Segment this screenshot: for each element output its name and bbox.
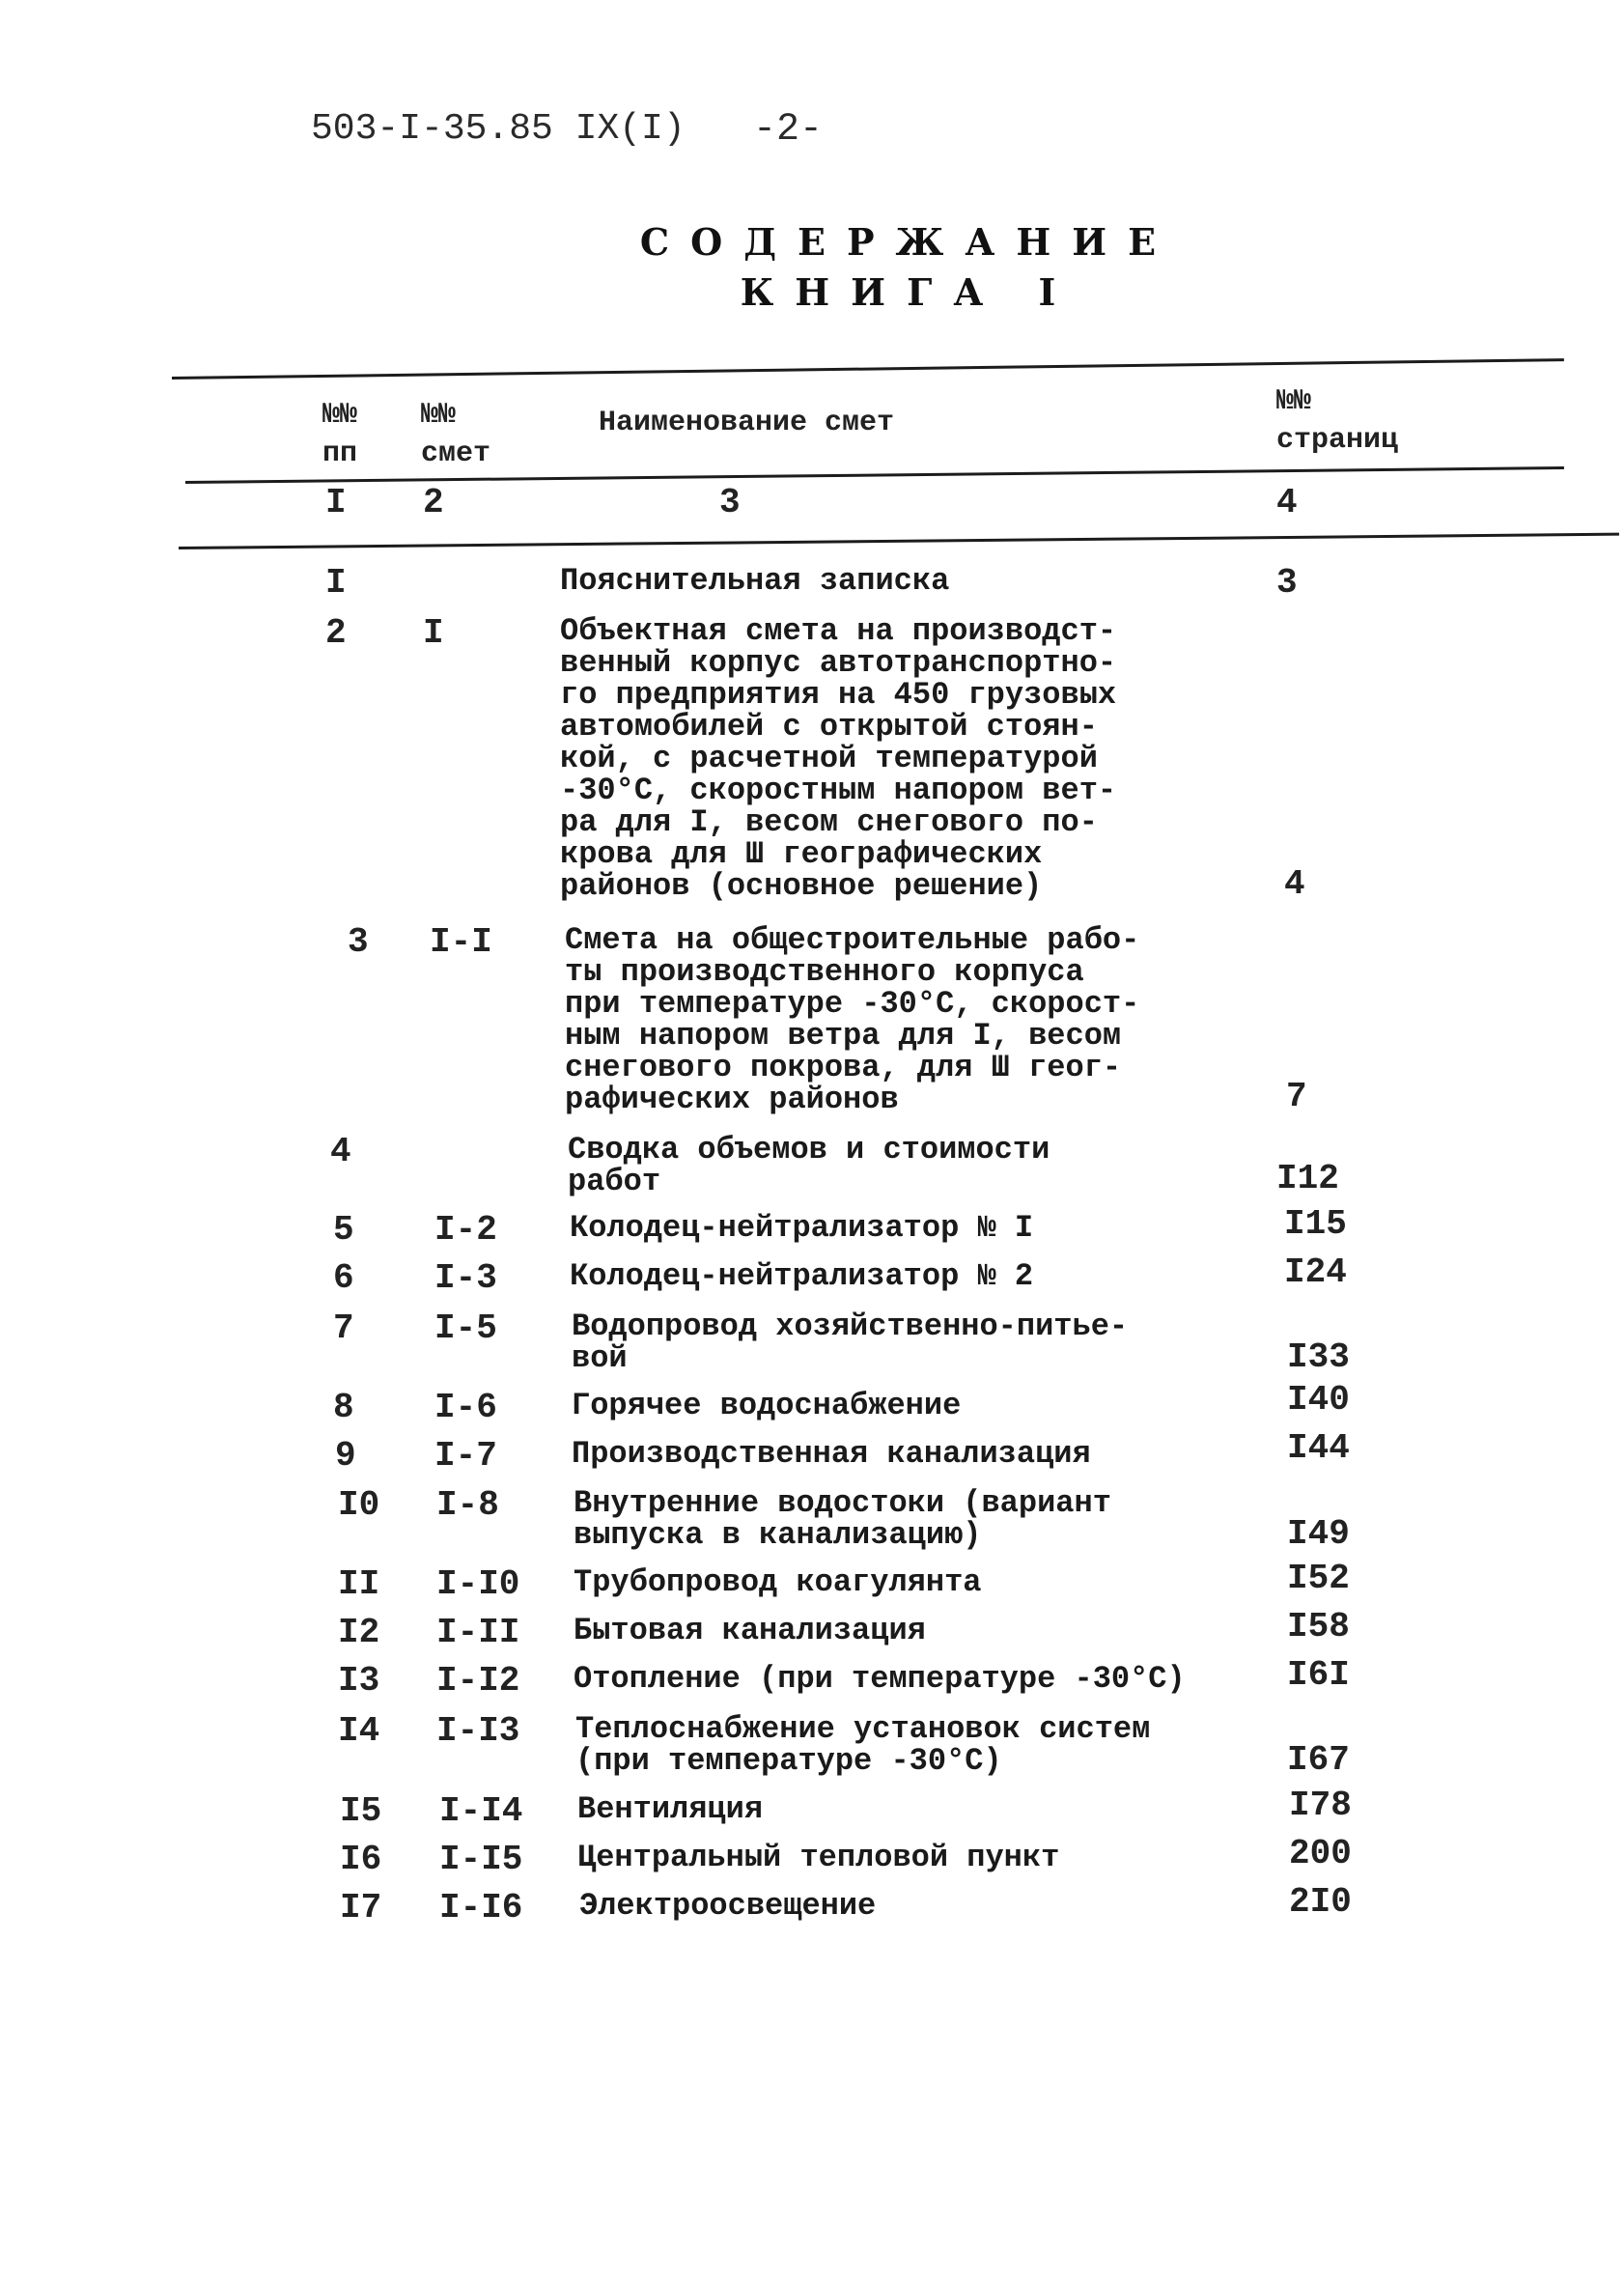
estimate-name: Колодец-нейтрализатор № I (570, 1210, 1034, 1246)
page-reference: I67 (1287, 1740, 1350, 1780)
page-reference: I6I (1287, 1655, 1350, 1695)
column-header-pages: №№ страниц (1276, 385, 1399, 457)
estimate-number: I-6 (434, 1388, 497, 1427)
item-number: 6 (333, 1258, 354, 1298)
estimate-number: I-II (436, 1613, 520, 1652)
item-number: I (325, 563, 347, 603)
estimate-number: I-7 (434, 1436, 497, 1476)
item-number: I7 (340, 1888, 382, 1927)
item-number: I3 (338, 1661, 380, 1701)
column-number: I (325, 483, 347, 522)
estimate-name: Пояснительная записка (560, 563, 950, 599)
column-number: 3 (719, 483, 741, 522)
estimate-name: Горячее водоснабжение (572, 1388, 962, 1423)
estimate-number: I (423, 613, 444, 653)
column-header-item-no: №№ пп (322, 399, 358, 470)
item-number: 8 (333, 1388, 354, 1427)
item-number: I2 (338, 1613, 380, 1652)
table-top-rule (172, 358, 1564, 380)
item-number: 4 (330, 1132, 351, 1171)
estimate-name: Центральный тепловой пункт (577, 1840, 1060, 1875)
estimate-name: Отопление (при температуре -30°C) (574, 1661, 1186, 1697)
item-number: I4 (338, 1711, 380, 1751)
page-reference: I33 (1287, 1337, 1350, 1377)
estimate-name: Колодец-нейтрализатор № 2 (570, 1258, 1034, 1294)
item-number: 5 (333, 1210, 354, 1250)
estimate-name: Водопровод хозяйственно-питье- вой (572, 1308, 1129, 1376)
estimate-number: I-I (430, 922, 492, 962)
book-subtitle: КНИГА I (740, 270, 1078, 314)
estimate-number: I-5 (434, 1308, 497, 1348)
item-number: 3 (348, 922, 369, 962)
page-reference: 3 (1276, 563, 1298, 603)
page-reference: 2I0 (1289, 1882, 1352, 1922)
estimate-name: Электроосвещение (579, 1888, 877, 1924)
page-reference: I40 (1287, 1380, 1350, 1420)
page-reference: I49 (1287, 1514, 1350, 1554)
item-number: 9 (335, 1436, 356, 1476)
page-reference: 200 (1289, 1834, 1352, 1873)
page-reference: I44 (1287, 1428, 1350, 1468)
estimate-number: I-I5 (439, 1840, 523, 1879)
column-header-name: Наименование смет (599, 407, 895, 439)
page-reference: I12 (1276, 1159, 1339, 1198)
estimate-number: I-I6 (439, 1888, 523, 1927)
estimate-name: Теплоснабжение установок систем (при температуре -30°C) (575, 1711, 1151, 1779)
estimate-number: I-I3 (436, 1711, 520, 1751)
column-numbers-rule (179, 533, 1619, 549)
page-number: -2- (753, 108, 824, 152)
estimate-name: Смета на общестроительные рабо- ты производственного корпуса при температуре -30°C, скорост- ным напором ветра для I, весом снегового покрова, для Ш геог- рафических районов (565, 922, 1140, 1117)
column-header-estimate-no: №№ смет (421, 399, 491, 470)
estimate-number: I-I0 (436, 1564, 520, 1604)
page-reference: I24 (1284, 1252, 1347, 1292)
column-number: 4 (1276, 483, 1298, 522)
page-reference: I58 (1287, 1607, 1350, 1646)
item-number: I0 (338, 1485, 380, 1525)
item-number: I6 (340, 1840, 382, 1879)
page-reference: I52 (1287, 1559, 1350, 1598)
estimate-name: Сводка объемов и стоимости работ (568, 1132, 1050, 1199)
estimate-name: Объектная смета на производст- венный корпус автотранспортно- го предприятия на 450 грузовых автомобилей с открытой стоян- кой, с расчетной температурой -30°C, скоростным напором вет- ра для I, весом снегового по- крова для Ш географических районов (основное решение) (560, 613, 1117, 904)
estimate-name: Производственная канализация (572, 1436, 1091, 1472)
column-number: 2 (423, 483, 444, 522)
page-reference: I15 (1284, 1204, 1347, 1244)
estimate-number: I-2 (434, 1210, 497, 1250)
header-bottom-rule (185, 466, 1564, 484)
item-number: 7 (333, 1308, 354, 1348)
contents-title: СОДЕРЖАНИЕ (639, 220, 1178, 264)
page-reference: 7 (1286, 1077, 1307, 1116)
estimate-name: Вентиляция (577, 1791, 764, 1827)
estimate-number: I-8 (436, 1485, 499, 1525)
item-number: I5 (340, 1791, 382, 1831)
page-reference: I78 (1289, 1786, 1352, 1825)
estimate-number: I-3 (434, 1258, 497, 1298)
item-number: 2 (325, 613, 347, 653)
page-reference: 4 (1284, 864, 1305, 904)
estimate-name: Трубопровод коагулянта (574, 1564, 982, 1600)
estimate-name: Бытовая канализация (574, 1613, 926, 1648)
document-code: 503-I-35.85 IX(I) (311, 108, 686, 150)
estimate-name: Внутренние водостоки (вариант выпуска в канализацию) (574, 1485, 1111, 1553)
estimate-number: I-I4 (439, 1791, 523, 1831)
estimate-number: I-I2 (436, 1661, 520, 1701)
item-number: II (338, 1564, 380, 1604)
